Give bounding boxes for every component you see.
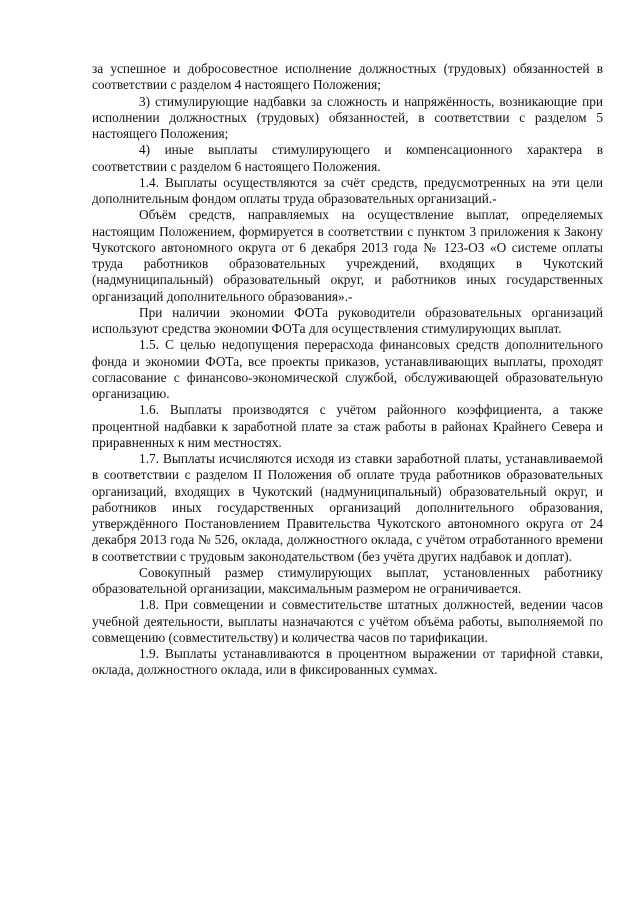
paragraph-1-4: 1.4. Выплаты осуществляются за счёт средств, предусмотренных на эти цели дополнительным фондом оплаты труда образовательных организаций.-	[92, 174, 603, 206]
paragraph-item-3: 3) стимулирующие надбавки за сложность и напряжённость, возникающие при исполнении должностных (трудовых) обязанностей, в соответствии с разделом 5 настоящего Положения;	[92, 93, 603, 141]
document-page	[92, 61, 603, 679]
paragraph-1-7: 1.7. Выплаты исчисляются исходя из ставки заработной платы, устанавливаемой в соответствии с разделом II Положения об оплате труда работников образовательных организаций, входящих в Чукотский (надмуниципальный) образовательный округ, и работников иных государственных организаций дополнительного образования, утверждённого Постановлением Правительства Чукотского автономного округа от 24 декабря 2013 года № 526, оклада, должностного оклада, с учётом отработанного времени в соответствии с трудовым законодательством (без учёта других надбавок и доплат).	[92, 451, 603, 564]
paragraph-total-size: Совокупный размер стимулирующих выплат, установленных работнику образовательной организации, максимальным размером не ограничивается.	[92, 564, 603, 596]
paragraph-continuation: за успешное и добросовестное исполнение должностных (трудовых) обязанностей в соответствии с разделом 4 настоящего Положения;	[92, 61, 603, 93]
paragraph-funding-volume: Объём средств, направляемых на осуществление выплат, определяемых настоящим Положением, формируется в соответствии с пунктом 3 приложения к Закону Чукотского автономного округа от 6 декабря 2013 года № 123-ОЗ «О системе оплаты труда работников образовательных учреждений, входящих в Чукотский (надмуниципальный) образовательный округ, и работников иных государственных организаций дополнительного образования».-	[92, 207, 603, 304]
paragraph-1-5: 1.5. С целью недопущения перерасхода финансовых средств дополнительного фонда и экономии ФОТа, все проекты приказов, устанавливающих выплаты, проходят согласование с финансово-экономической службой, обслуживающей образовательную организацию.	[92, 337, 603, 401]
paragraph-fot-savings: При наличии экономии ФОТа руководители образовательных организаций используют средства экономии ФОТа для осуществления стимулирующих выплат.	[92, 304, 603, 336]
paragraph-1-8: 1.8. При совмещении и совместительстве штатных должностей, ведении часов учебной деятельности, выплаты назначаются с учётом объёма работы, выполняемой по совмещению (совместительству) и количества часов по тарификации.	[92, 597, 603, 645]
paragraph-1-6: 1.6. Выплаты производятся с учётом районного коэффициента, а также процентной надбавки к заработной плате за стаж работы в районах Крайнего Севера и приравненных к ним местностях.	[92, 402, 603, 450]
paragraph-item-4: 4) иные выплаты стимулирующего и компенсационного характера в соответствии с разделом 6 настоящего Положения.	[92, 142, 603, 174]
paragraph-1-9: 1.9. Выплаты устанавливаются в процентном выражении от тарифной ставки, оклада, должностного оклада, или в фиксированных суммах.	[92, 646, 603, 678]
